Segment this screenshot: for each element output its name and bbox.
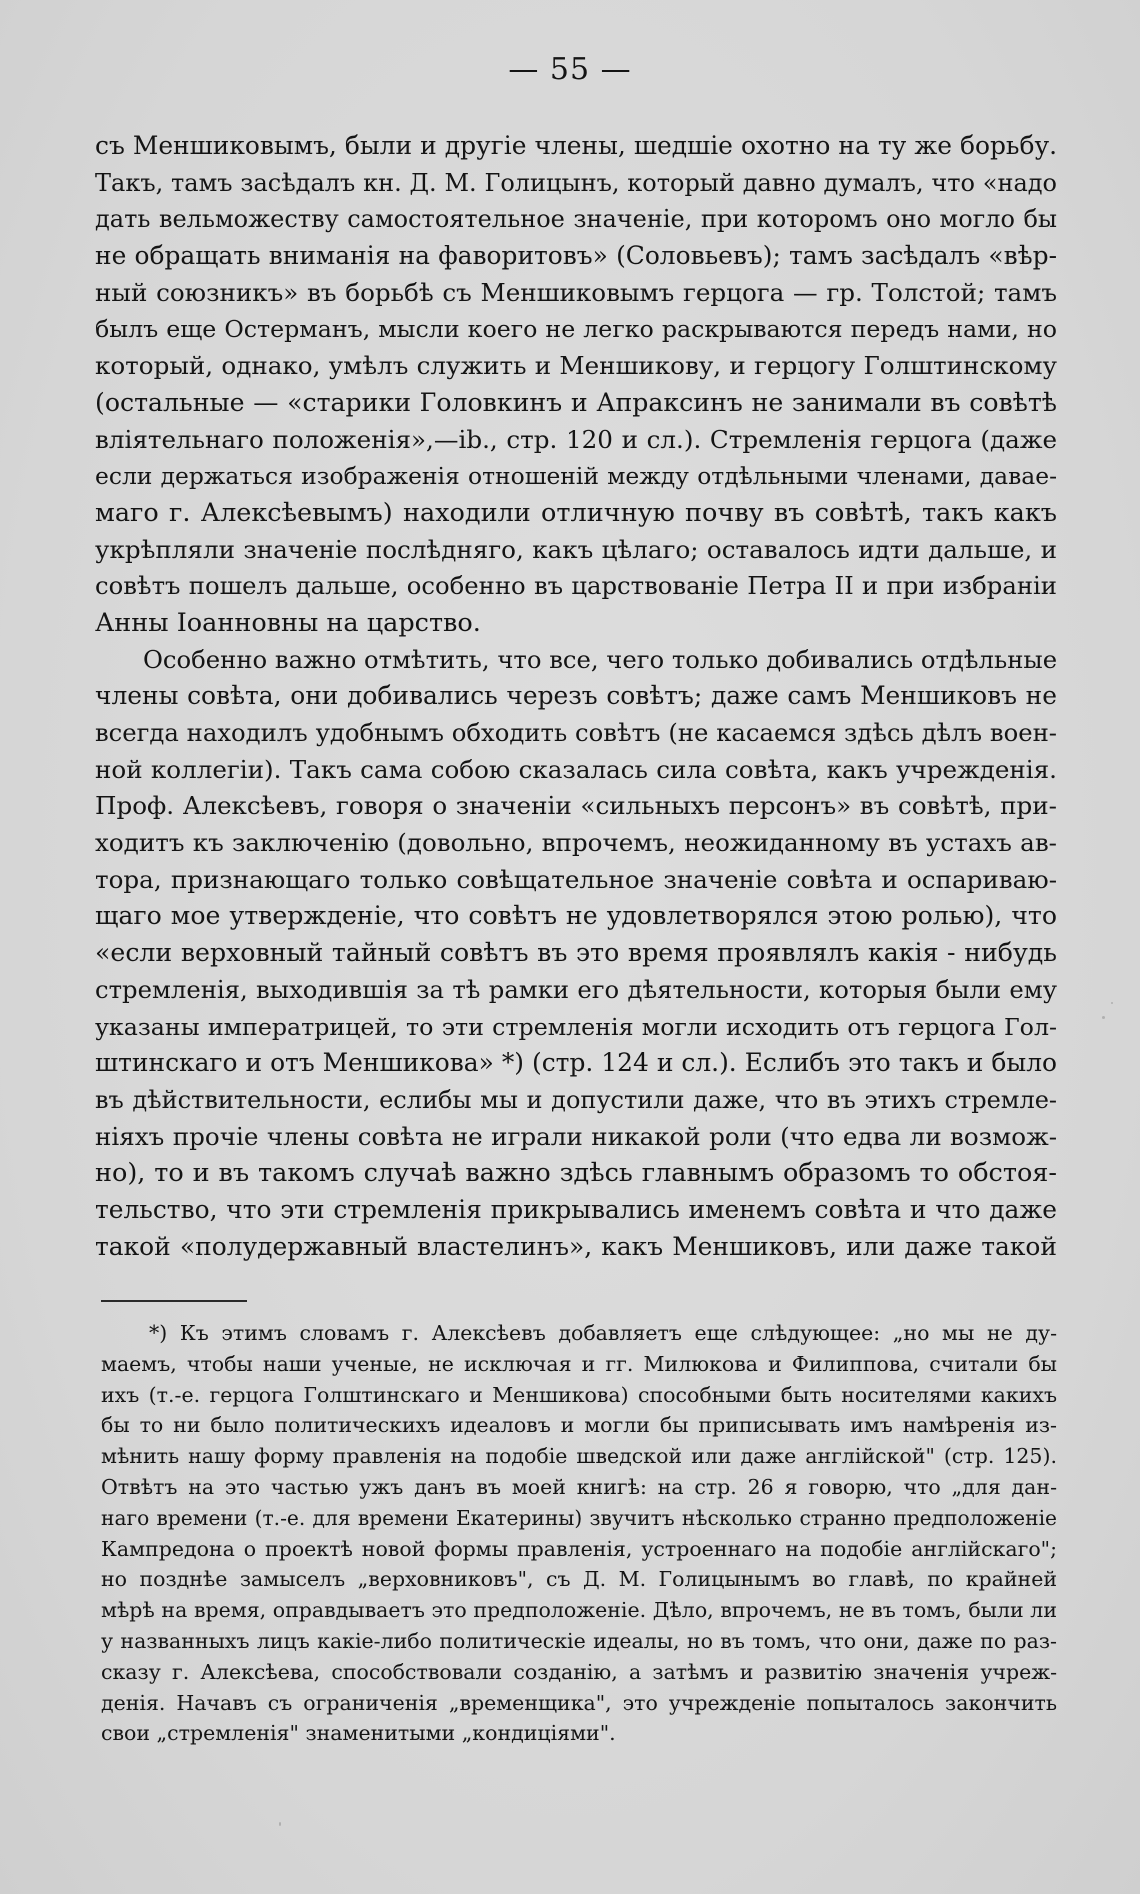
text-line: но), то и въ такомъ случаѣ важно здѣсь главнымъ образомъ то обстоя- bbox=[95, 1158, 1057, 1189]
text-line: ніяхъ прочіе члены совѣта не играли никакой роли (что едва ли возмож- bbox=[95, 1121, 1057, 1151]
footnote-line: наго времени (т.-е. для времени Екатерины) звучитъ нѣсколько странно предположеніе bbox=[101, 1505, 1057, 1530]
text-line: щаго мое утвержденіе, что совѣтъ не удовлетворялся этою ролью), что bbox=[95, 901, 1057, 931]
page-number: — 55 — bbox=[508, 52, 632, 87]
text-line: совѣтъ пошелъ дальше, особенно въ царствованіе Петра II и при избраніи bbox=[95, 571, 1057, 601]
text-line: вліятельнаго положенія»,—ib., стр. 120 и сл.). Стремленія герцога (даже bbox=[95, 424, 1057, 454]
main-text bbox=[95, 128, 1057, 1265]
footnote bbox=[101, 1318, 1057, 1749]
text-line: дать вельможеству самостоятельное значеніе, при которомъ оно могло бы bbox=[95, 205, 1057, 234]
text-line: Анны Іоанновны на царство. bbox=[95, 607, 481, 638]
text-line: тора, признающаго только совѣщательное значеніе совѣта и оспариваю- bbox=[95, 864, 1057, 894]
text-line: Такъ, тамъ засѣдалъ кн. Д. М. Голицынъ, который давно думалъ, что «надо bbox=[95, 168, 1057, 197]
footnote-line: ихъ (т.-е. герцога Голштинскаго и Меншикова) способными быть носителями какихъ bbox=[101, 1382, 1057, 1407]
text-line: такой «полудержавный властелинъ», какъ Меншиковъ, или даже такой bbox=[95, 1231, 1057, 1261]
footnote-line: бы то ни было политическихъ идеаловъ и могли бы приписывать имъ намѣренія из- bbox=[101, 1413, 1057, 1438]
text-line: тельство, что эти стремленія прикрывались именемъ совѣта и что даже bbox=[95, 1194, 1057, 1224]
footnote-line: но позднѣе замыселъ „верховниковъ", съ Д. М. Голицынымъ во главѣ, по крайней bbox=[101, 1567, 1057, 1592]
footnote-line: мѣрѣ на время, оправдываетъ это предположеніе. Дѣло, впрочемъ, не въ томъ, были ли bbox=[101, 1598, 1057, 1623]
footnote-divider bbox=[101, 1300, 247, 1302]
text-line: ный союзникъ» въ борьбѣ съ Меншиковымъ герцога — гр. Толстой; тамъ bbox=[95, 277, 1057, 307]
text-line: если держаться изображенія отношеній между отдѣльными членами, даваe- bbox=[95, 462, 1057, 491]
text-line: не обращать вниманія на фаворитовъ» (Соловьевъ); тамъ засѣдалъ «вѣр- bbox=[95, 241, 1057, 271]
paper-speck bbox=[1111, 1002, 1113, 1004]
text-line: былъ еще Остерманъ, мысли коего не легко раскрываются передъ нами, но bbox=[95, 315, 1057, 344]
text-line: штинскаго и отъ Меншикова» *) (стр. 124 и сл.). Еслибъ это такъ и было bbox=[95, 1048, 1057, 1078]
text-line: (остальные — «старики Головкинъ и Апраксинъ не занимали въ совѣтѣ bbox=[95, 387, 1057, 417]
footnote-line: маемъ, чтобы наши ученые, не исключая и гг. Милюкова и Филиппова, считали бы bbox=[101, 1351, 1057, 1376]
footnote-line: сказу г. Алексѣева, способствовали созданію, а затѣмъ и развитію значенія учреж- bbox=[101, 1659, 1057, 1684]
text-line: маго г. Алексѣевымъ) находили отличную почву въ совѣтѣ, такъ какъ bbox=[95, 497, 1057, 528]
footnote-line: мѣнить нашу форму правленія на подобіе шведской или даже англійской" (стр. 125). bbox=[101, 1444, 1057, 1469]
footnote-line: денія. Начавъ съ ограниченія „временщика", это учрежденіе попыталось закончить bbox=[101, 1690, 1057, 1715]
footnote-line: *) Къ этимъ словамъ г. Алексѣевъ добавляетъ еще слѣдующее: „но мы не ду- bbox=[149, 1321, 1057, 1345]
text-line: съ Меншиковымъ, были и другіе члены, шедшіе охотно на ту же борьбу. bbox=[95, 131, 1057, 160]
text-line: въ дѣйствительности, еслибы мы и допустили даже, что въ этихъ стремле- bbox=[95, 1085, 1057, 1114]
footnote-line: свои „стремленія" знаменитыми „кондиціями". bbox=[101, 1721, 616, 1746]
text-line: «если верховный тайный совѣтъ въ это время проявлялъ какія - нибудь bbox=[95, 938, 1057, 968]
text-line: Особенно важно отмѣтить, что все, чего только добивались отдѣльные bbox=[143, 644, 1058, 674]
footnote-line: Кампредона о проектѣ новой формы правленія, устроеннаго на подобіе англійскаго"; bbox=[101, 1536, 1057, 1561]
text-line: Проф. Алексѣевъ, говоря о значеніи «сильныхъ персонъ» въ совѣтѣ, при- bbox=[95, 791, 1057, 821]
text-line: указаны императрицей, то эти стремленія могли исходить отъ герцога Гол- bbox=[95, 1012, 1057, 1041]
text-line: ходитъ къ заключенію (довольно, впрочемъ, неожиданному въ устахъ ав- bbox=[95, 828, 1057, 858]
paper-speck bbox=[1102, 1016, 1105, 1019]
text-line: стремленія, выходившія за тѣ рамки его дѣятельности, которыя были ему bbox=[95, 974, 1057, 1004]
text-line: который, однако, умѣлъ служить и Меншикову, и герцогу Голштинскому bbox=[95, 351, 1057, 381]
text-line: всегда находилъ удобнымъ обходить совѣтъ (не касаемся здѣсь дѣлъ воен- bbox=[95, 718, 1057, 747]
footnote-line: у названныхъ лицъ какіе-либо политическіе идеалы, но въ томъ, что они, даже по раз- bbox=[101, 1628, 1057, 1653]
text-line: ной коллегіи). Такъ сама собою сказалась сила совѣта, какъ учрежденія. bbox=[95, 754, 1057, 784]
text-line: члены совѣта, они добивались черезъ совѣтъ; даже самъ Меншиковъ не bbox=[95, 681, 1057, 711]
footnote-line: Отвѣтъ на это частью ужъ данъ въ моей книгѣ: на стр. 26 я говорю, что „для дан- bbox=[101, 1474, 1057, 1499]
paper-speck bbox=[279, 1822, 281, 1826]
text-line: укрѣпляли значеніе послѣдняго, какъ цѣлаго; оставалось идти дальше, и bbox=[95, 534, 1057, 564]
